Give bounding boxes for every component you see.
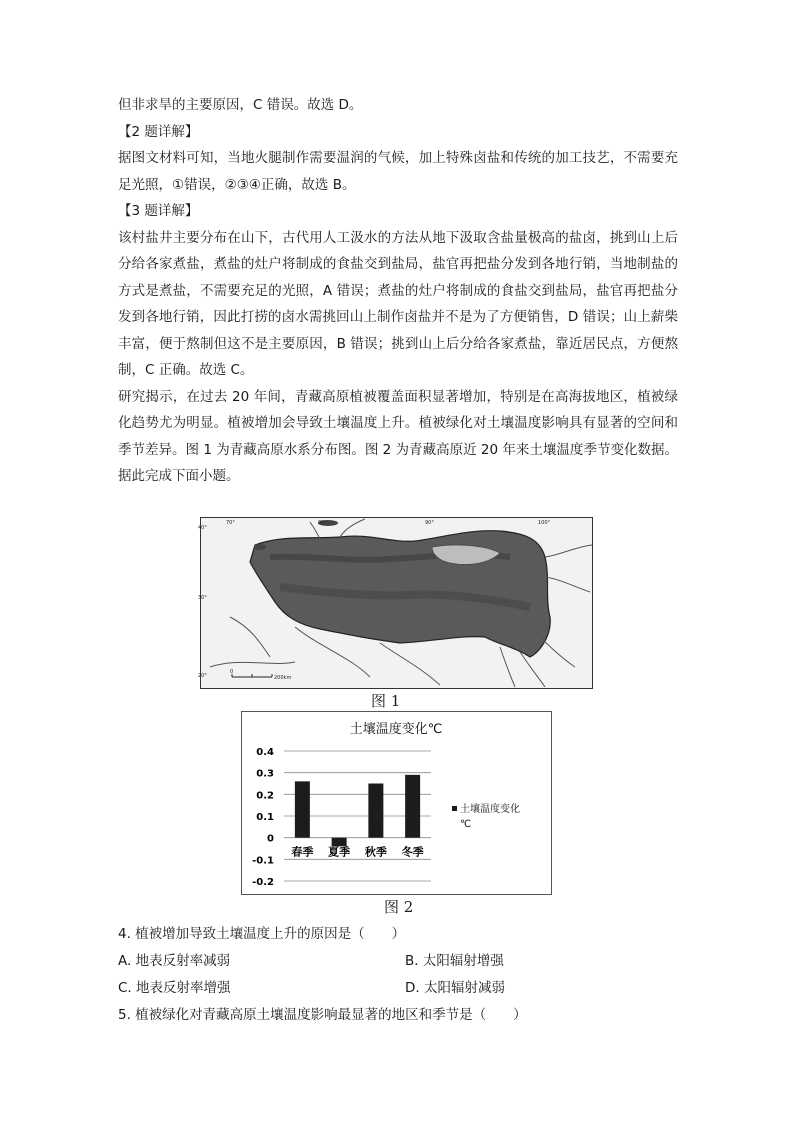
x-category-label: 冬季 — [401, 845, 424, 859]
lat-label-40: 40° — [198, 525, 207, 531]
y-tick-label: 0.4 — [256, 747, 274, 758]
y-tick-label: -0.1 — [252, 855, 274, 867]
x-category-label: 夏季 — [328, 845, 351, 859]
lat-label-30: 30° — [198, 595, 207, 601]
legend-unit: ℃ — [460, 819, 472, 830]
question-5: 5. 植被绿化对青藏高原土壤温度影响最显著的地区和季节是（ ） — [118, 1007, 527, 1023]
scale-label: 200km — [274, 675, 292, 681]
x-category-label: 秋季 — [364, 845, 387, 859]
option-4d: D. 太阳辐射减弱 — [405, 980, 505, 996]
legend-label: 土壤温度变化 — [460, 804, 520, 815]
paragraph-q3-explanation: 该村盐井主要分布在山下，古代用人工汲水的方法从地下汲取含盐量极高的盐卤，挑到山上后分给各家煮盐，煮盐的灶户将制成的食盐交到盐局，盐官再把盐分发到各地行销，当地制盐的方式是煮盐，不需要充足的光照，A 错误；煮盐的灶户将制成的食盐交到盐局，盐官再把盐分发到各地行销，因此打捞的卤水需挑回山上制作卤盐并不是为了方便销售，D 错误；山上薪柴丰富，便于熬制但这不是主要原因，B 错误；挑到山上后分给各家煮盐，靠近居民点，方便熬制，C 正确。故选 C。 — [118, 229, 678, 378]
questions-section — [118, 921, 678, 1029]
question-4-options-row-1 — [118, 948, 678, 975]
bar-春季 — [295, 781, 310, 837]
y-tick-label: 0.1 — [256, 812, 274, 823]
lon-label-70: 70° — [226, 520, 235, 526]
option-4a: A. 地表反射率减弱 — [118, 953, 231, 969]
paragraph-material-intro: 研究揭示，在过去 20 年间，青藏高原植被覆盖面积显著增加，特别是在高海拔地区，植被绿化趋势尤为明显。植被增加会导致土壤温度上升。植被绿化对土壤温度影响具有显著的空间和季节差异。图 1 为青藏高原水系分布图。图 2 为青藏高原近 20 年来土壤温度季节变化数据。据此完成下面小题。 — [118, 388, 678, 484]
heading-q3-detail: 【3 题详解】 — [118, 203, 199, 219]
y-tick-label: 0 — [267, 833, 274, 845]
figure-2-caption: 图 2 — [384, 898, 414, 916]
lon-label-90: 90° — [425, 520, 434, 526]
scale-zero: 0 — [230, 669, 234, 675]
option-4b: B. 太阳辐射增强 — [405, 953, 504, 969]
legend-swatch — [452, 806, 457, 811]
tibet-plateau-water-system-map — [200, 517, 593, 689]
bar-秋季 — [368, 784, 383, 838]
soil-temperature-change-chart — [241, 711, 552, 895]
paragraph-conclusion-1: 但非求旱的主要原因，C 错误。故选 D。 — [118, 97, 363, 113]
lon-label-100: 100° — [538, 520, 551, 526]
heading-q2-detail: 【2 题详解】 — [118, 123, 199, 140]
y-tick-label: 0.2 — [256, 790, 274, 802]
option-4c: C. 地表反射率增强 — [118, 980, 231, 996]
explanation-text — [118, 92, 678, 490]
bar-冬季 — [405, 775, 420, 838]
question-4-options-row-2 — [118, 975, 678, 1002]
y-tick-label: 0.3 — [256, 768, 274, 780]
paragraph-q2-explanation: 据图文材料可知，当地火腿制作需要温润的气候，加上特殊卤盐和传统的加工技艺，不需要充足光照，①错误，②③④正确，故选 B。 — [118, 150, 678, 193]
chart-title: 土壤温度变化℃ — [349, 722, 443, 737]
lon-label-80: 80° — [318, 520, 327, 526]
question-4: 4. 植被增加导致土壤温度上升的原因是（ ） — [118, 926, 406, 942]
figure-1-caption: 图 1 — [371, 692, 401, 710]
y-tick-label: -0.2 — [252, 877, 274, 888]
lat-label-20: 20° — [198, 673, 207, 679]
x-category-label: 春季 — [291, 845, 314, 859]
